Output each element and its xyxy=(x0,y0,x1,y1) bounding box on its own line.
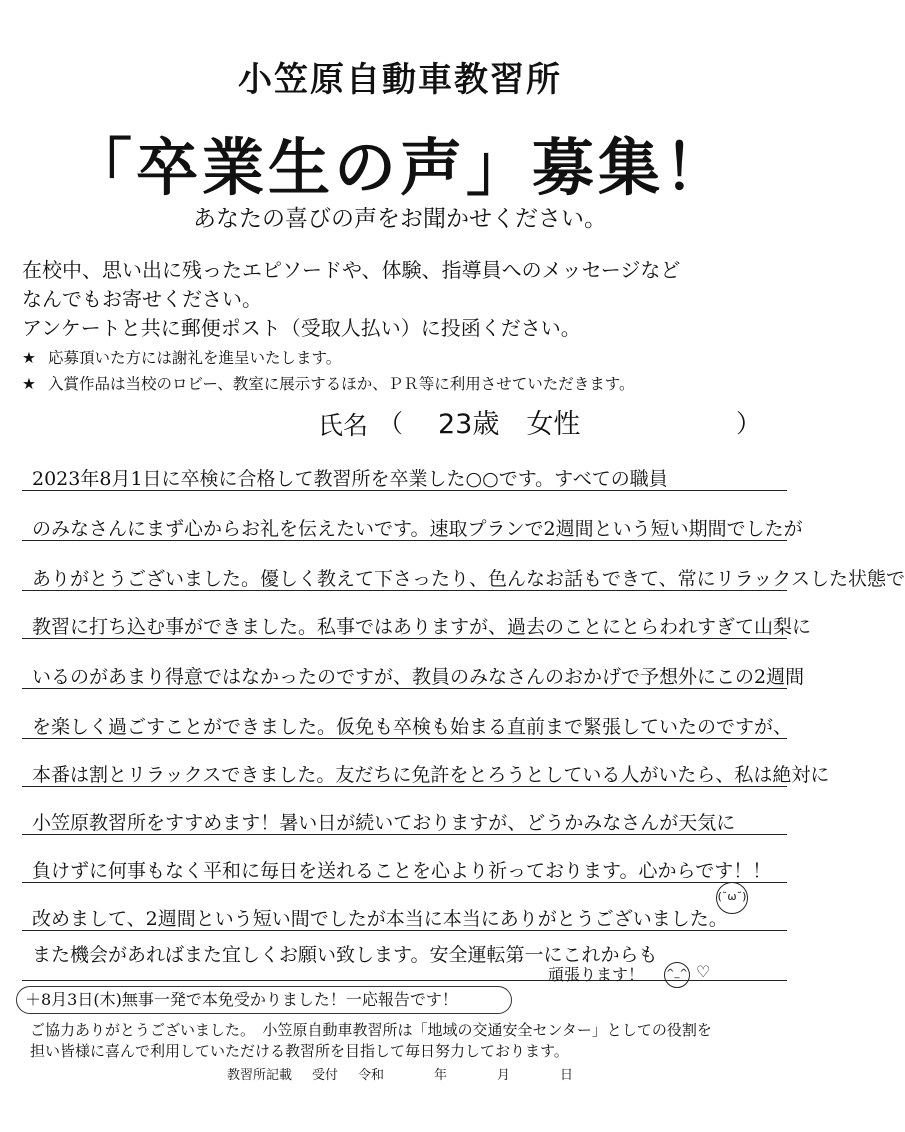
office-use-record xyxy=(0,1064,800,1083)
bullet-text: 入賞作品は当校のロビー、教室に展示するほか、ＰＲ等に利用させていただきます。 xyxy=(48,375,635,393)
footer-text xyxy=(30,1020,790,1062)
handwritten-line: 教習に打ち込む事ができました。私事ではありますが、過去のことにとらわれすぎて山梨に xyxy=(32,616,812,638)
record-received: 受付 xyxy=(311,1068,338,1083)
handwritten-line: 改めまして、2週間という短い間でしたが本当に本当にありがとうございました。 xyxy=(32,908,728,930)
name-field xyxy=(318,404,768,444)
handwritten-line: を楽しく過ごすことができました。仮免も卒検も始まる直前まで緊張していたのですが、 xyxy=(32,716,793,738)
page-subtitle: あなたの喜びの声をお聞かせください。 xyxy=(193,206,607,232)
smiley-face-icon: (˘ω˘) xyxy=(716,882,748,914)
handwritten-signoff: 頑張ります！ xyxy=(548,965,645,984)
name-value: 23歳 女性 xyxy=(438,409,581,440)
record-label: 教習所記載 xyxy=(226,1068,292,1083)
handwritten-line: ありがとうございました。優しく教えて下さったり、色んなお話もできて、常にリラックスした状態で xyxy=(32,568,905,590)
smiley-face-icon: ^_^ xyxy=(664,962,690,988)
handwritten-callout: ＋8月3日(木)無事一発で本免受かりました！一応報告です！ xyxy=(16,986,512,1014)
intro-text xyxy=(22,256,782,343)
heart-icon: ♡ xyxy=(696,962,711,981)
handwritten-line: また機会があればまた宜しくお願い致します。安全運転第一にこれからも xyxy=(32,944,658,966)
handwritten-line: のみなさんにまず心からお礼を伝えたいです。速取プランで2週間という短い期間でしたが xyxy=(32,518,803,540)
page-title: 「卒業生の声」募集！ xyxy=(69,131,730,204)
record-era: 令和 xyxy=(357,1068,384,1083)
school-name: 小笠原自動車教習所 xyxy=(238,60,562,100)
intro-line: なんでもお寄せください。 xyxy=(22,287,262,311)
footer-line: ご協力ありがとうございました。 小笠原自動車教習所は「地域の交通安全センター」としての役割を xyxy=(30,1021,712,1039)
bullet-item xyxy=(22,372,782,394)
bullet-text: 応募頂いた方には謝礼を進呈いたします。 xyxy=(48,349,342,367)
record-day: 日 xyxy=(560,1068,574,1083)
intro-line: 在校中、思い出に残ったエピソードや、体験、指導員へのメッセージなど xyxy=(22,258,681,282)
star-icon: ★ xyxy=(22,375,36,393)
handwritten-line: 本番は割とリラックスできました。友だちに免許をとろうとしている人がいたら、私は絶対に xyxy=(32,764,830,786)
bullet-item xyxy=(22,346,782,368)
handwritten-line: 負けずに何事もなく平和に毎日を送れることを心より祈っております。心からです！！ xyxy=(32,860,772,882)
footer-line: 担い皆様に喜んで利用していただける教習所を目指して毎日努力しております。 xyxy=(30,1042,569,1060)
handwritten-line: 2023年8月1日に卒検に合格して教習所を卒業した○○です。すべての職員 xyxy=(32,468,668,490)
handwritten-line: いるのがあまり得意ではなかったのですが、教員のみなさんのおかげで予想外にこの2週間 xyxy=(32,666,805,688)
open-paren: （ xyxy=(378,409,404,438)
record-year: 年 xyxy=(434,1068,448,1083)
close-paren: ） xyxy=(736,409,762,438)
intro-line: アンケートと共に郵便ポスト（受取人払い）に投函ください。 xyxy=(22,316,581,340)
handwritten-line: 小笠原教習所をすすめます！暑い日が続いておりますが、どうかみなさんが天気に xyxy=(32,812,736,834)
star-icon: ★ xyxy=(22,349,36,367)
name-label: 氏名 xyxy=(318,411,369,440)
record-month: 月 xyxy=(497,1068,511,1083)
